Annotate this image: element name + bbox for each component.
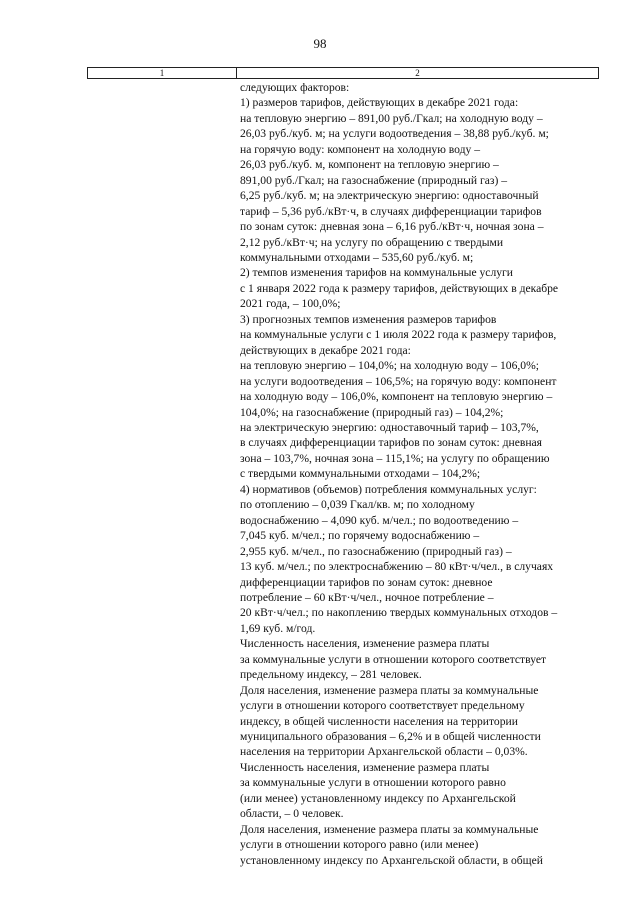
text-line: за коммунальные услуги в отношении которого соответствует — [240, 652, 547, 666]
text-line: за коммунальные услуги в отношении которого равно — [240, 776, 506, 790]
text-line: установленному индексу по Архангельской области, в общей — [240, 853, 543, 867]
table-header-row — [87, 67, 599, 79]
body-text-column — [240, 80, 602, 868]
text-line: 20 кВт·ч/чел.; по накоплению твердых коммунальных отходов – — [240, 606, 558, 620]
text-line: на услуги водоотведения – 106,5%; на горячую воду: компонент — [240, 374, 557, 388]
text-line: водоснабжению – 4,090 куб. м/чел.; по водоотведению – — [240, 513, 519, 527]
text-line: услуги в отношении которого равно (или менее) — [240, 838, 479, 852]
text-line: с 1 января 2022 года к размеру тарифов, действующих в декабре — [240, 281, 559, 295]
text-line: услуги в отношении которого соответствует предельному — [240, 699, 525, 713]
text-line: 3) прогнозных темпов изменения размеров тарифов — [240, 312, 497, 326]
text-line: потребление – 60 кВт·ч/чел., ночное потребление – — [240, 590, 494, 604]
text-line: действующих в декабре 2021 года: — [240, 343, 411, 357]
text-line: Численность населения, изменение размера платы — [240, 637, 490, 651]
table-header-col-1: 1 — [88, 68, 237, 78]
text-line: 7,045 куб. м/чел.; по горячему водоснабжению – — [240, 529, 480, 543]
text-line: 1) размеров тарифов, действующих в декабре 2021 года: — [240, 96, 519, 110]
text-line: индексу, в общей численности населения на территории — [240, 714, 518, 728]
text-line: 26,03 руб./куб. м; на услуги водоотведения – 38,88 руб./куб. м; — [240, 127, 549, 141]
text-line: на тепловую энергию – 891,00 руб./Гкал; на холодную воду – — [240, 111, 543, 125]
text-line: 104,0%; на газоснабжение (природный газ) – 104,2%; — [240, 405, 504, 419]
text-line: (или менее) установленному индексу по Архангельской — [240, 791, 516, 805]
text-line: 2,955 куб. м/чел., по газоснабжению (природный газ) – — [240, 544, 512, 558]
table-header-col-2: 2 — [415, 68, 420, 78]
text-line: дифференциации тарифов по зонам суток: дневное — [240, 575, 493, 589]
text-line: следующих факторов: — [240, 81, 350, 94]
page-number: 98 — [313, 36, 327, 51]
text-line: 891,00 руб./Гкал; на газоснабжение (природный газ) – — [240, 173, 508, 187]
text-line: 2) темпов изменения тарифов на коммунальные услуги — [240, 266, 513, 280]
text-line: на горячую воду: компонент на холодную воду – — [240, 142, 481, 156]
text-line: муниципального образования – 6,2% и в общей численности — [240, 730, 541, 744]
text-line: коммунальными отходами – 535,60 руб./куб. м; — [240, 250, 474, 264]
text-line: 2021 года, – 100,0%; — [240, 297, 341, 311]
text-line: на тепловую энергию – 104,0%; на холодную воду – 106,0%; — [240, 359, 539, 373]
text-line: 1,69 куб. м/год. — [240, 621, 316, 635]
text-line: 4) нормативов (объемов) потребления коммунальных услуг: — [240, 482, 537, 496]
text-line: на коммунальные услуги с 1 июля 2022 года к размеру тарифов, — [240, 328, 557, 342]
text-line: по зонам суток: дневная зона – 6,16 руб./кВт·ч, ночная зона – — [240, 220, 544, 234]
text-line: Численность населения, изменение размера платы — [240, 760, 490, 774]
text-line: по отоплению – 0,039 Гкал/кв. м; по холодному — [240, 498, 475, 512]
text-line: в случаях дифференциации тарифов по зонам суток: дневная — [240, 436, 543, 450]
text-line: на электрическую энергию: одноставочный тариф – 103,7%, — [240, 420, 539, 434]
text-line: предельному индексу, – 281 человек. — [240, 668, 422, 682]
text-line: 2,12 руб./кВт·ч; на услугу по обращению с твердыми — [240, 235, 504, 249]
text-line: 26,03 руб./куб. м, компонент на тепловую энергию – — [240, 158, 499, 172]
text-line: зона – 103,7%, ночная зона – 115,1%; на услугу по обращению — [240, 451, 550, 465]
text-line: на холодную воду – 106,0%, компонент на тепловую энергию – — [240, 390, 553, 404]
text-line: 6,25 руб./куб. м; на электрическую энергию: одноставочный — [240, 189, 539, 203]
text-line: области, – 0 человек. — [240, 807, 344, 821]
text-line: с твердыми коммунальными отходами – 104,2%; — [240, 467, 481, 481]
text-line: Доля населения, изменение размера платы за коммунальные — [240, 683, 539, 697]
text-line: населения на территории Архангельской области – 0,03%. — [240, 745, 528, 759]
text-line: тариф – 5,36 руб./кВт·ч, в случаях дифференциации тарифов — [240, 204, 542, 218]
text-line: Доля населения, изменение размера платы за коммунальные — [240, 822, 539, 836]
text-line: 13 куб. м/чел.; по электроснабжению – 80 кВт·ч/чел., в случаях — [240, 560, 554, 574]
